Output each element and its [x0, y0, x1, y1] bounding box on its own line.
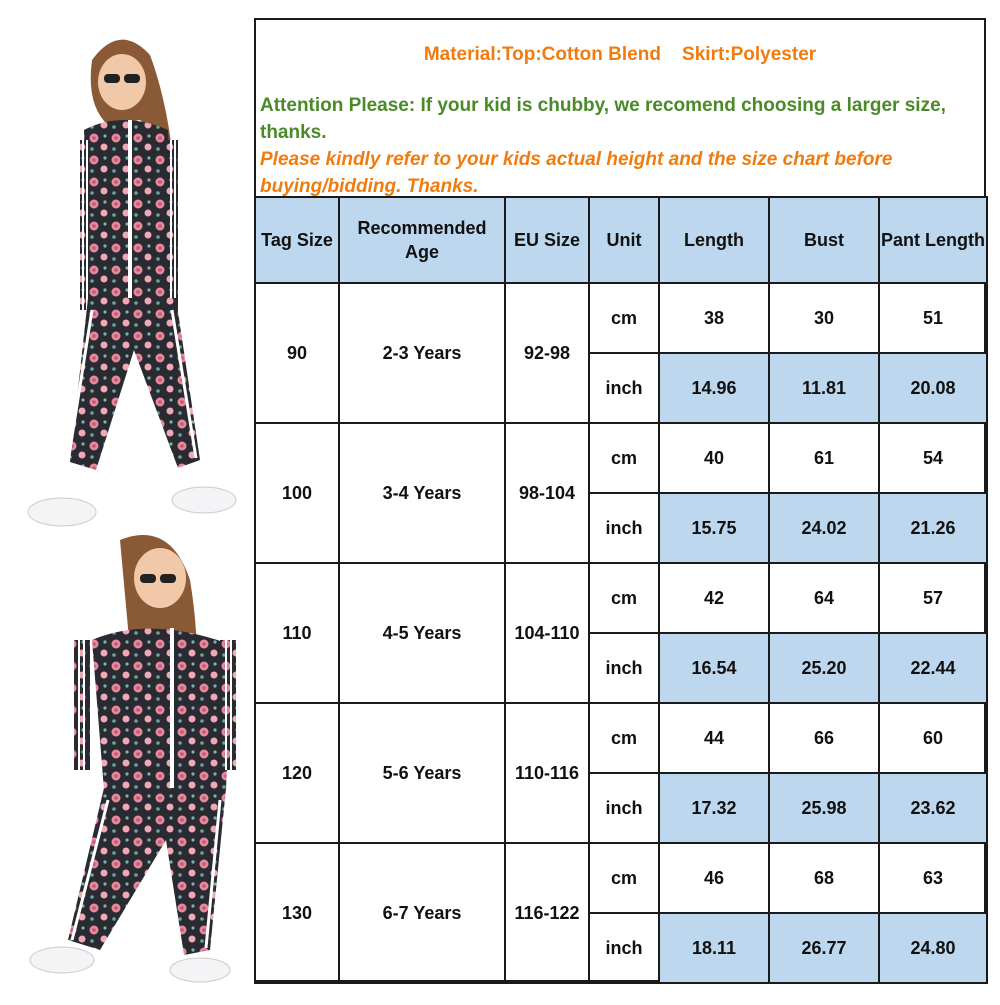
age-cell: 5-6 Years: [339, 703, 505, 843]
pant-length-cell: 54: [879, 423, 987, 493]
table-header-row: [255, 197, 987, 283]
eu-size-cell: 92-98: [505, 283, 589, 423]
bust-cell: 68: [769, 843, 879, 913]
pant-length-cell: 24.80: [879, 913, 987, 983]
eu-size-cell: 110-116: [505, 703, 589, 843]
bust-cell: 64: [769, 563, 879, 633]
length-cell: 14.96: [659, 353, 769, 423]
pant-length-cell: 63: [879, 843, 987, 913]
material-note: Material:Top:Cotton Blend Skirt:Polyester: [423, 44, 817, 65]
unit-cell: inch: [589, 353, 659, 423]
pant-length-cell: 21.26: [879, 493, 987, 563]
length-cell: 18.11: [659, 913, 769, 983]
size-chart-sheet: [254, 18, 986, 982]
header-pant-length: Pant Length: [879, 197, 987, 283]
age-cell: 3-4 Years: [339, 423, 505, 563]
tag-size-cell: 90: [255, 283, 339, 423]
header-bust: Bust: [769, 197, 879, 283]
size-chart-reminder: Please kindly refer to your kids actual height and the size chart before buying/bidding. Thanks.: [260, 149, 893, 197]
bust-cell: 25.98: [769, 773, 879, 843]
unit-cell: inch: [589, 633, 659, 703]
bust-cell: 24.02: [769, 493, 879, 563]
tag-size-cell: 130: [255, 843, 339, 983]
pant-length-cell: 51: [879, 283, 987, 353]
unit-cell: cm: [589, 843, 659, 913]
pant-length-cell: 60: [879, 703, 987, 773]
table-row: [255, 283, 987, 353]
header-tag-size: Tag Size: [255, 197, 339, 283]
tag-size-cell: 100: [255, 423, 339, 563]
unit-cell: cm: [589, 423, 659, 493]
length-cell: 44: [659, 703, 769, 773]
tag-size-cell: 120: [255, 703, 339, 843]
bust-cell: 61: [769, 423, 879, 493]
age-cell: 4-5 Years: [339, 563, 505, 703]
eu-size-cell: 104-110: [505, 563, 589, 703]
age-cell: 6-7 Years: [339, 843, 505, 983]
bust-cell: 66: [769, 703, 879, 773]
length-cell: 15.75: [659, 493, 769, 563]
pant-length-cell: 57: [879, 563, 987, 633]
length-cell: 40: [659, 423, 769, 493]
eu-size-cell: 116-122: [505, 843, 589, 983]
unit-cell: inch: [589, 773, 659, 843]
length-cell: 46: [659, 843, 769, 913]
pant-length-cell: 20.08: [879, 353, 987, 423]
unit-cell: inch: [589, 493, 659, 563]
unit-cell: cm: [589, 703, 659, 773]
length-cell: 16.54: [659, 633, 769, 703]
bust-cell: 26.77: [769, 913, 879, 983]
table-row: [255, 843, 987, 913]
table-row: [255, 703, 987, 773]
unit-cell: inch: [589, 913, 659, 983]
notes-section: [256, 20, 984, 196]
girl-tracksuit-illustration: [0, 0, 254, 1000]
photo-figure-2: [30, 535, 236, 982]
header-recommended-age: Recommended Age: [339, 197, 505, 283]
bust-cell: 11.81: [769, 353, 879, 423]
attention-note: Attention Please: If your kid is chubby, we recomend choosing a larger size, thanks.: [260, 95, 946, 143]
photo-figure-1: [28, 40, 236, 526]
eu-size-cell: 98-104: [505, 423, 589, 563]
pant-length-cell: 23.62: [879, 773, 987, 843]
header-eu-size: EU Size: [505, 197, 589, 283]
table-row: [255, 563, 987, 633]
length-cell: 42: [659, 563, 769, 633]
pant-length-cell: 22.44: [879, 633, 987, 703]
length-cell: 38: [659, 283, 769, 353]
header-length: Length: [659, 197, 769, 283]
length-cell: 17.32: [659, 773, 769, 843]
product-photos: [0, 0, 254, 1000]
bust-cell: 30: [769, 283, 879, 353]
tag-size-cell: 110: [255, 563, 339, 703]
unit-cell: cm: [589, 563, 659, 633]
unit-cell: cm: [589, 283, 659, 353]
table-row: [255, 423, 987, 493]
bust-cell: 25.20: [769, 633, 879, 703]
header-unit: Unit: [589, 197, 659, 283]
size-chart-table: [254, 196, 988, 984]
age-cell: 2-3 Years: [339, 283, 505, 423]
